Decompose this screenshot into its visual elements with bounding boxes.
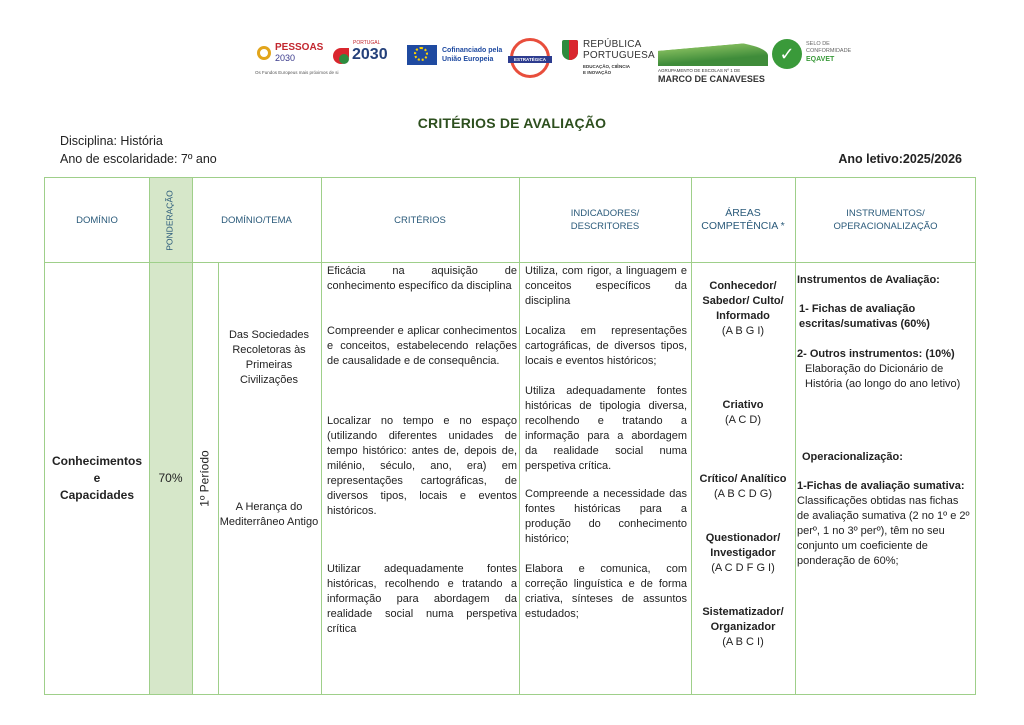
hills-icon xyxy=(658,40,768,66)
logo-strip xyxy=(255,36,875,88)
pessoas-tagline: Os Fundos Europeus mais próximos de si xyxy=(255,70,339,75)
portugal-label: PORTUGAL xyxy=(353,40,381,46)
instrumentos-item-2 xyxy=(797,347,971,362)
portugal-year: 2030 xyxy=(352,46,388,63)
instrumentos-title xyxy=(797,273,971,288)
header-indicadores-line-1: INDICADORES/ xyxy=(570,208,640,219)
dominio-line-1: Conhecimentos xyxy=(51,453,142,468)
header-criterios: CRITÉRIOS xyxy=(394,214,446,226)
area-codes: (A C D) xyxy=(724,414,762,426)
area-codes: (A B C D G) xyxy=(713,488,773,500)
area-name: Sistematizador/ Organizador xyxy=(702,606,784,633)
area-codes: (A C D F G I) xyxy=(711,562,775,574)
header-indicadores xyxy=(519,178,691,262)
indicador-item: Utiliza, com rigor, a linguagem e conceitos específicos da disciplina xyxy=(525,265,687,307)
eqavet-name: EQAVET xyxy=(806,56,835,63)
pessoas-2030-logo xyxy=(255,36,339,88)
checkmark-icon: ✓ xyxy=(772,39,802,69)
indicador-item: Utiliza adequadamente fontes históricas de tipologia diversa, recolhendo e tratando a informação para a abordagem da realidade social numa perspetiva crítica. xyxy=(525,385,687,472)
operacionalizacao-subtitle-text: 1-Fichas de avaliação sumativa: xyxy=(797,480,965,492)
header-ponderacao xyxy=(149,178,192,262)
header-instrumentos xyxy=(795,178,976,262)
operacionalizacao-title xyxy=(797,450,971,465)
pessoas-year: 2030 xyxy=(275,53,296,63)
periodo-label: 1º Período xyxy=(197,449,212,507)
operacionalizacao-text: Classificações obtidas nas fichas de avaliação sumativa (2 no 1º e 2º perº, 1 no 3º perº), têm no seu conjunto um coeficiente de ponderação de 60%; xyxy=(797,495,970,567)
agrupamento-logo xyxy=(658,36,770,88)
header-instrumentos-line-1: INSTRUMENTOS/ xyxy=(846,208,925,219)
instrumentos-item-1 xyxy=(797,302,971,332)
header-ponderacao-text: PONDERAÇÃO xyxy=(165,189,175,251)
header-dominio-tema: DOMÍNIO/TEMA xyxy=(221,214,292,226)
portuguese-shield-red xyxy=(569,40,578,60)
area-competencia-item xyxy=(693,279,793,339)
eu-text xyxy=(442,46,502,64)
criterio-item: Compreender e aplicar conhecimentos e conceitos, estabelecendo relações de causalidade e de consequência. xyxy=(327,325,517,367)
criterio-item: Utilizar adequadamente fontes históricas, recolhendo e tratando a informação para abordagem da realidade social numa perspetiva crítica xyxy=(327,563,517,635)
disciplina-label: Disciplina: História xyxy=(60,134,163,148)
area-codes: (A B C I) xyxy=(722,636,764,648)
header-areas-line-2: COMPETÊNCIA * xyxy=(701,220,785,232)
eu-text-line-2: União Europeia xyxy=(442,56,494,63)
agrupamento-subtitle: AGRUPAMENTO DE ESCOLAS Nº 1 DE xyxy=(658,68,741,73)
criterio-item: Localizar no tempo e no espaço (utilizando diferentes unidades de tempo histórico: antes de, depois de, milénio, século, ano, era) em representações cartográficas, de diversos tipos, locais e eventos históricos. xyxy=(327,415,517,517)
instrumentos-item-1-text: 1- Fichas de avaliação escritas/sumativas (60%) xyxy=(799,303,930,330)
republica-line-2: PORTUGUESA xyxy=(583,50,655,61)
instrumentos-title-text: Instrumentos de Avaliação: xyxy=(797,274,940,286)
eu-cofinanced-logo xyxy=(407,36,507,88)
instrumentos-item-2-text: Elaboração do Dicionário de História (ao longo do ano letivo) xyxy=(805,363,961,390)
estrategica-logo xyxy=(510,36,552,88)
periodo-cell xyxy=(192,262,218,694)
area-competencia-item xyxy=(693,531,793,576)
instrumentos-item-2-title: 2- Outros instrumentos: (10%) xyxy=(797,348,955,360)
header-indicadores-line-2: DESCRITORES xyxy=(570,221,640,232)
criteria-table xyxy=(44,177,976,695)
pessoas-title: PESSOAS xyxy=(275,42,324,53)
header-instrumentos-line-2: OPERACIONALIZAÇÃO xyxy=(833,221,938,232)
area-name: Questionador/ Investigador xyxy=(705,532,781,559)
area-competencia-item xyxy=(693,398,793,428)
periodo-divider xyxy=(218,262,219,694)
dominio-line-2: e xyxy=(93,470,101,485)
area-competencia-item xyxy=(693,472,793,502)
tema-item: Das Sociedades Recoletoras às Primeiras Civilizações xyxy=(228,329,310,386)
eqavet-label xyxy=(806,41,851,55)
eqavet-line-1: SELO DE xyxy=(806,41,830,47)
header-areas-line-1: ÁREAS xyxy=(725,207,761,219)
ano-letivo-label: Ano letivo:2025/2026 xyxy=(838,152,962,166)
indicador-item: Compreende a necessidade das fontes históricas para a produção do conhecimento histórico; xyxy=(525,488,687,545)
header-areas xyxy=(691,178,795,262)
eqavet-logo xyxy=(772,36,877,88)
eqavet-line-2: CONFORMIDADE xyxy=(806,48,852,54)
header-dominio: DOMÍNIO xyxy=(76,214,118,226)
criterio-item: Eficácia na aquisição de conhecimento específico da disciplina xyxy=(327,265,517,292)
pessoas-icon xyxy=(257,46,271,60)
republica-line-1: REPÚBLICA xyxy=(583,39,642,50)
ponderacao-value: 70% xyxy=(158,470,183,485)
republica-portuguesa-logo xyxy=(562,36,654,88)
eu-flag-icon xyxy=(407,45,437,65)
page-title: CRITÉRIOS DE AVALIAÇÃO xyxy=(417,115,607,131)
republica-title xyxy=(583,39,655,61)
dominio-line-3: Capacidades xyxy=(59,487,135,502)
area-name: Criativo xyxy=(722,399,764,411)
republica-sub-line-1: EDUCAÇÃO, CIÊNCIA xyxy=(583,64,631,69)
operacionalizacao-subtitle xyxy=(797,479,971,494)
agrupamento-name: MARCO DE CANAVESES xyxy=(658,74,765,84)
ano-escolaridade-label: Ano de escolaridade: 7º ano xyxy=(60,152,217,166)
tema-item: A Herança do Mediterrâneo Antigo xyxy=(219,501,319,528)
indicador-item: Localiza em representações cartográficas, de diversos tipos, locais e eventos históricos; xyxy=(525,325,687,367)
operacionalizacao-title-text: Operacionalização: xyxy=(802,451,903,463)
area-name: Crítico/ Analítico xyxy=(699,473,787,485)
area-name: Conhecedor/ Sabedor/ Culto/ Informado xyxy=(702,280,784,322)
indicador-item: Elabora e comunica, com correção linguística e de forma criativa, sínteses de assuntos estudados; xyxy=(525,563,687,620)
portugal-2030-logo xyxy=(333,36,397,88)
portugal-2030-icon-dot xyxy=(339,54,349,64)
area-codes: (A B G I) xyxy=(721,325,765,337)
republica-sub-line-2: E INOVAÇÃO xyxy=(583,70,612,75)
eu-text-line-1: Cofinanciado pela xyxy=(442,47,503,54)
republica-subtitle xyxy=(583,64,630,76)
dominio-cell xyxy=(45,262,149,694)
area-competencia-item xyxy=(693,605,793,650)
estrategica-label: ESTRATÉGICA xyxy=(508,56,552,63)
